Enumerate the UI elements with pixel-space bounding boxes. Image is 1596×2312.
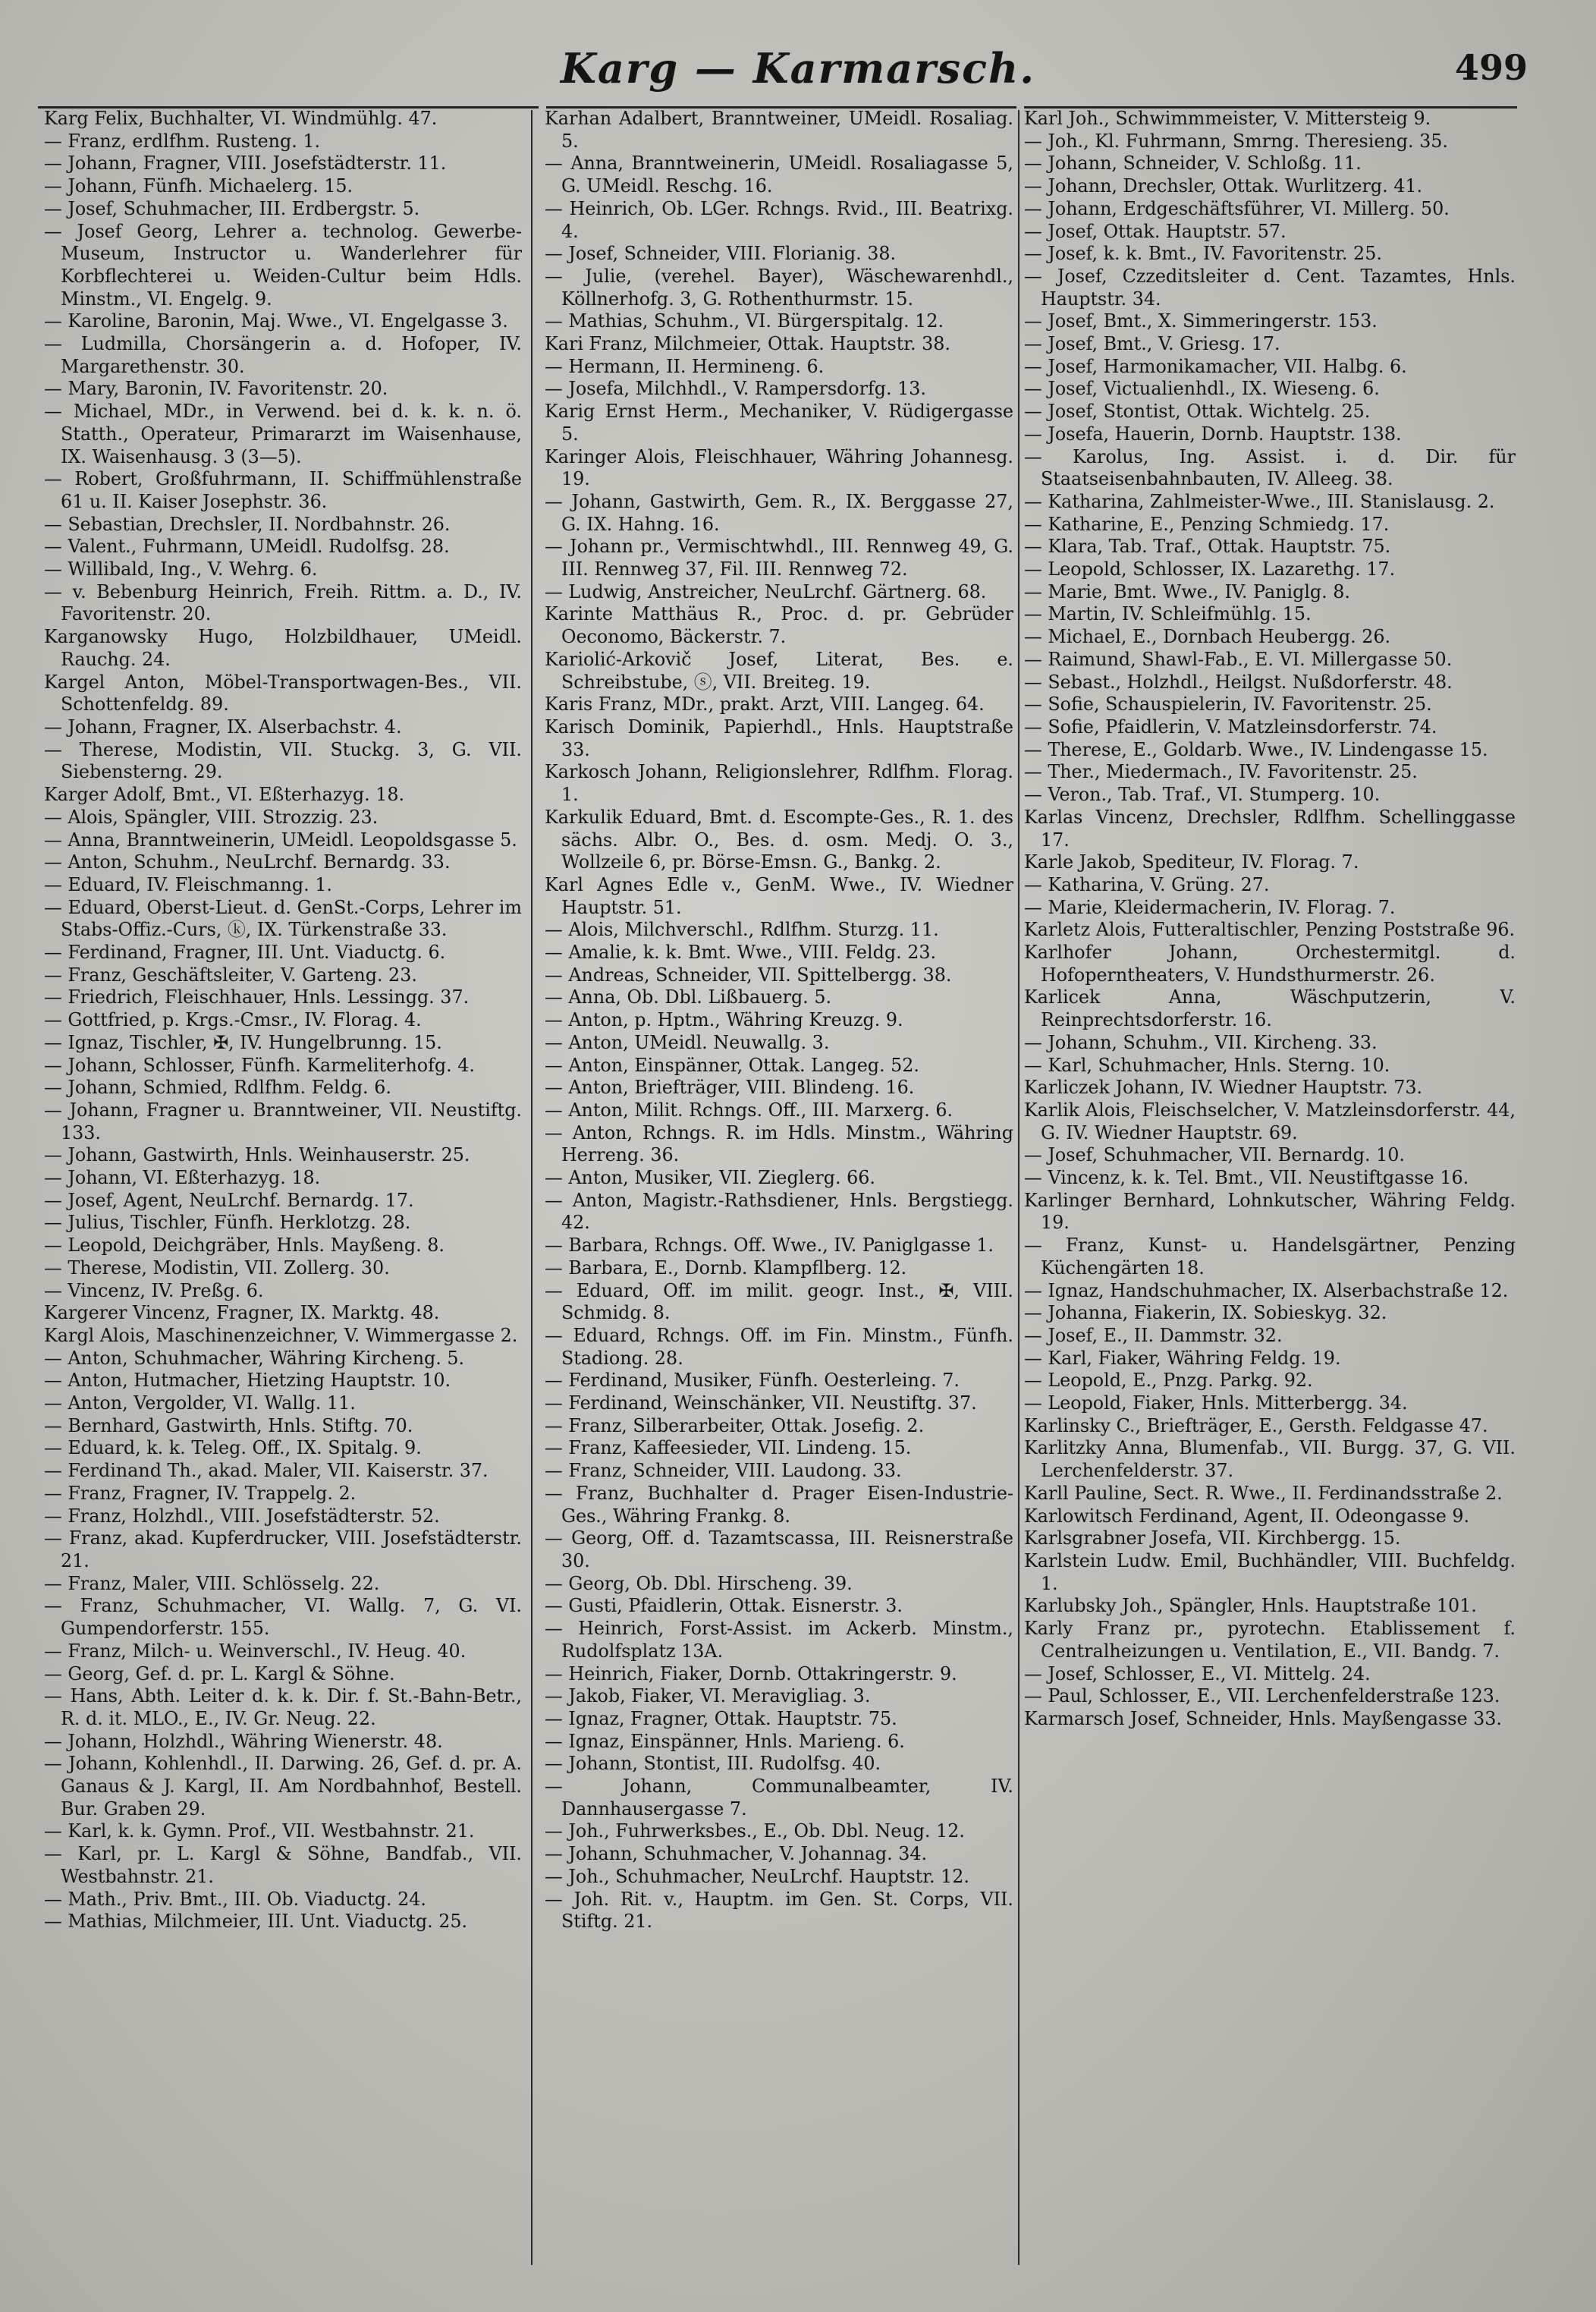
directory-entry: — Franz, Kunst- u. Handelsgärtner, Penzing Küchengärten 18.: [1024, 1235, 1516, 1279]
directory-entry: Karlinsky C., Briefträger, E., Gersth. Feldgasse 47.: [1024, 1414, 1488, 1436]
directory-entry: — Johann, Schneider, V. Schloßg. 11.: [1024, 153, 1362, 175]
directory-entry: — Therese, E., Goldarb. Wwe., IV. Lindengasse 15.: [1024, 738, 1488, 760]
directory-entry: — Eduard, Oberst-Lieut. d. GenSt.-Corps, Lehrer im Stabs-Offiz.-Curs, ⓚ, IX. Türkenstraße 33.: [44, 896, 522, 941]
directory-entry: — Therese, Modistin, VII. Stuckg. 3, G. VII. Siebensterng. 29.: [44, 738, 522, 783]
directory-entry: — Michael, E., Dornbach Heubergg. 26.: [1024, 626, 1391, 648]
page-header: [0, 30, 1596, 99]
directory-entry: — Johann, Schmied, Rdlfhm. Feldg. 6.: [44, 1077, 391, 1099]
directory-entry: — Johann, VI. Eßterhazyg. 18.: [44, 1167, 321, 1189]
directory-entry: — Anton, Briefträger, VIII. Blindeng. 16.: [545, 1077, 915, 1099]
directory-entry: — Anton, Schuhmacher, Währing Kircheng. 5.: [44, 1347, 465, 1369]
directory-entry: Kargerer Vincenz, Fragner, IX. Marktg. 48.: [44, 1302, 440, 1324]
directory-entry: Karinte Matthäus R., Proc. d. pr. Gebrüder Oeconomo, Bäckerstr. 7.: [545, 603, 1013, 648]
directory-entry: — Joh., Kl. Fuhrmann, Smrng. Theresieng. 35.: [1024, 130, 1448, 152]
directory-entry: — Willibald, Ing., V. Wehrg. 6.: [44, 558, 318, 580]
directory-entry: — Josef, Ottak. Hauptstr. 57.: [1024, 220, 1287, 242]
directory-entry: — Karl, Schuhmacher, Hnls. Sterng. 10.: [1024, 1054, 1390, 1076]
directory-entry: — Ignaz, Handschuhmacher, IX. Alserbachstraße 12.: [1024, 1279, 1509, 1301]
directory-entry: — Johann, Schuhmacher, V. Johannag. 34.: [545, 1843, 928, 1865]
directory-entry: — Alois, Milchverschl., Rdlfhm. Sturzg. 11.: [545, 919, 939, 941]
directory-entry: — Johann, Holzhdl., Währing Wienerstr. 48.: [44, 1730, 443, 1752]
directory-entry: — Barbara, Rchngs. Off. Wwe., IV. Paniglgasse 1.: [545, 1235, 994, 1257]
directory-entry: — Johann, Schlosser, Fünfh. Karmeliterhofg. 4.: [44, 1054, 475, 1076]
directory-entry: — Sebastian, Drechsler, II. Nordbahnstr. 26.: [44, 513, 451, 535]
directory-entry: — Ludmilla, Chorsängerin a. d. Hofoper, IV. Margarethenstr. 30.: [44, 333, 522, 377]
directory-entry: — Johann, Fragner, VIII. Josefstädterstr. 11.: [44, 153, 447, 175]
directory-entry: Karlas Vincenz, Drechsler, Rdlfhm. Schellinggasse 17.: [1024, 806, 1516, 851]
directory-entry: — Josef, Czzeditsleiter d. Cent. Tazamtes, Hnls. Hauptstr. 34.: [1024, 265, 1516, 310]
entries-column-3: [1024, 108, 1516, 2293]
directory-entry: Karl Joh., Schwimmmeister, V. Mittersteig 9.: [1024, 108, 1431, 129]
directory-entry: — Paul, Schlosser, E., VII. Lerchenfelderstraße 123.: [1024, 1685, 1500, 1707]
page-number: 499: [1454, 47, 1528, 88]
directory-entry: — Franz, akad. Kupferdrucker, VIII. Josefstädterstr. 21.: [44, 1527, 522, 1571]
directory-entry: Kargl Alois, Maschinenzeichner, V. Wimmergasse 2.: [44, 1324, 518, 1346]
directory-entry: — Anton, Schuhm., NeuLrchf. Bernardg. 33.: [44, 851, 451, 873]
directory-entry: — Johanna, Fiakerin, IX. Sobieskyg. 32.: [1024, 1302, 1387, 1324]
directory-entry: — Andreas, Schneider, VII. Spittelbergg. 38.: [545, 964, 952, 986]
directory-entry: — Anna, Branntweinerin, UMeidl. Leopoldsgasse 5.: [44, 829, 517, 851]
directory-entry: — Heinrich, Fiaker, Dornb. Ottakringerstr. 9.: [545, 1662, 957, 1684]
directory-entry: — Georg, Ob. Dbl. Hirscheng. 39.: [545, 1572, 853, 1594]
directory-entry: — Anna, Ob. Dbl. Lißbauerg. 5.: [545, 986, 832, 1008]
directory-entry: Kari Franz, Milchmeier, Ottak. Hauptstr. 38.: [545, 333, 950, 355]
entries-column-2: [545, 108, 1013, 2293]
directory-entry: Karliczek Johann, IV. Wiedner Hauptstr. 73.: [1024, 1077, 1423, 1099]
directory-entry: — Karoline, Baronin, Maj. Wwe., VI. Engelgasse 3.: [44, 310, 508, 332]
directory-entry: — Marie, Bmt. Wwe., IV. Paniglg. 8.: [1024, 580, 1350, 602]
directory-entry: — Hans, Abth. Leiter d. k. k. Dir. f. St.-Bahn-Betr., R. d. it. MLO., E., IV. Gr. Neug. 22.: [44, 1685, 522, 1729]
directory-entry: Karmarsch Josef, Schneider, Hnls. Mayßengasse 33.: [1024, 1707, 1503, 1729]
directory-entry: — Raimund, Shawl-Fab., E. VI. Millergasse 50.: [1024, 648, 1453, 670]
directory-entry: Karg Felix, Buchhalter, VI. Windmühlg. 47.: [44, 108, 438, 129]
directory-entry: — Anton, Hutmacher, Hietzing Hauptstr. 10.: [44, 1370, 451, 1392]
directory-entry: — Ignaz, Tischler, ✠, IV. Hungelbrunng. 15.: [44, 1031, 442, 1053]
directory-entry: — Johann, Kohlenhdl., II. Darwing. 26, Gef. d. pr. A. Ganaus & J. Kargl, II. Am Nordbahnhof, Bestell. Bur. Graben 29.: [44, 1753, 522, 1820]
directory-entry: — Josef, Schneider, VIII. Florianig. 38.: [545, 243, 897, 265]
directory-entry: — Franz, Kaffeesieder, VII. Lindeng. 15.: [545, 1437, 912, 1459]
directory-entry: Kargel Anton, Möbel-Transportwagen-Bes., VII. Schottenfeldg. 89.: [44, 671, 522, 716]
directory-entry: — Josef, Victualienhdl., IX. Wieseng. 6.: [1024, 378, 1380, 400]
directory-entry: — Eduard, IV. Fleischmanng. 1.: [44, 873, 332, 895]
directory-entry: — Anton, p. Hptm., Währing Kreuzg. 9.: [545, 1009, 903, 1031]
directory-entry: — Josef, Schuhmacher, III. Erdbergstr. 5.: [44, 197, 420, 219]
directory-entry: — Franz, Schneider, VIII. Laudong. 33.: [545, 1460, 902, 1482]
directory-entry: — Ignaz, Fragner, Ottak. Hauptstr. 75.: [545, 1707, 897, 1729]
directory-entry: — Ferdinand, Weinschänker, VII. Neustiftg. 37.: [545, 1392, 977, 1414]
directory-entry: — Ferdinand, Musiker, Fünfh. Oesterleing. 7.: [545, 1370, 960, 1392]
directory-entry: — Katharine, E., Penzing Schmiedg. 17.: [1024, 513, 1390, 535]
directory-entry: Karig Ernst Herm., Mechaniker, V. Rüdigergasse 5.: [545, 401, 1013, 445]
directory-entry: Karlik Alois, Fleischselcher, V. Matzleinsdorferstr. 44, G. IV. Wiedner Hauptstr. 69.: [1024, 1099, 1516, 1143]
directory-entry: — Vincenz, IV. Preßg. 6.: [44, 1279, 264, 1301]
directory-entry: — Franz, Geschäftsleiter, V. Garteng. 23.: [44, 964, 417, 986]
directory-entry: — Joh., Schuhmacher, NeuLrchf. Hauptstr. 12.: [545, 1865, 969, 1887]
directory-entry: — Leopold, Schlosser, IX. Lazarethg. 17.: [1024, 558, 1396, 580]
directory-entry: Karle Jakob, Spediteur, IV. Florag. 7.: [1024, 851, 1359, 873]
directory-entry: — Math., Priv. Bmt., III. Ob. Viaductg. 24.: [44, 1888, 426, 1910]
directory-entry: — Johann, Erdgeschäftsführer, VI. Millerg. 50.: [1024, 197, 1450, 219]
directory-entry: — Johann, Gastwirth, Hnls. Weinhauserstr. 25.: [44, 1144, 470, 1166]
directory-entry: — Anton, Einspänner, Ottak. Langeg. 52.: [545, 1054, 919, 1076]
directory-entry: — Franz, Buchhalter d. Prager Eisen-Industrie-Ges., Währing Frankg. 8.: [545, 1482, 1013, 1527]
directory-entry: Karganowsky Hugo, Holzbildhauer, UMeidl. Rauchg. 24.: [44, 626, 522, 670]
directory-entry: — Josef, Schlosser, E., VI. Mittelg. 24.: [1024, 1662, 1371, 1684]
directory-entry: — Johann, Communalbeamter, IV. Dannhausergasse 7.: [545, 1776, 1013, 1820]
directory-entry: — Gusti, Pfaidlerin, Ottak. Eisnerstr. 3.: [545, 1595, 903, 1617]
directory-entry: — Bernhard, Gastwirth, Hnls. Stiftg. 70.: [44, 1414, 413, 1436]
directory-entry: — Sofie, Pfaidlerin, V. Matzleinsdorferstr. 74.: [1024, 716, 1437, 738]
directory-entry: — Karolus, Ing. Assist. i. d. Dir. für Staatseisenbahnbauten, IV. Alleeg. 38.: [1024, 445, 1516, 490]
directory-entry: Karlhofer Johann, Orchestermitgl. d. Hofoperntheaters, V. Hundsthurmerstr. 26.: [1024, 942, 1516, 986]
directory-entry: Karkulik Eduard, Bmt. d. Escompte-Ges., R. 1. des sächs. Albr. O., Bes. d. osm. Medj. O. 3., Wollzeile 6, pr. Börse-Emsn. G., Bankg. 2.: [545, 806, 1013, 873]
directory-entry: — Johann, Stontist, III. Rudolfsg. 40.: [545, 1753, 881, 1775]
directory-entry: — Johann, Drechsler, Ottak. Wurlitzerg. 41.: [1024, 175, 1423, 197]
directory-entry: — Johann, Gastwirth, Gem. R., IX. Berggasse 27, G. IX. Hahng. 16.: [545, 490, 1013, 535]
directory-entry: — Mathias, Milchmeier, III. Unt. Viaductg. 25.: [44, 1911, 468, 1933]
directory-entry: — Georg, Off. d. Tazamtscassa, III. Reisnerstraße 30.: [545, 1527, 1013, 1571]
directory-entry: — Leopold, E., Pnzg. Parkg. 92.: [1024, 1370, 1313, 1392]
directory-entry: — Franz, erdlfhm. Rusteng. 1.: [44, 130, 321, 152]
directory-entry: — Anton, Vergolder, VI. Wallg. 11.: [44, 1392, 356, 1414]
directory-entry: — Josef, Bmt., X. Simmeringerstr. 153.: [1024, 310, 1378, 332]
directory-entry: Karlstein Ludw. Emil, Buchhändler, VIII. Buchfeldg. 1.: [1024, 1550, 1516, 1594]
directory-entry: Karlicek Anna, Wäschputzerin, V. Reinprechtsdorferstr. 16.: [1024, 986, 1516, 1031]
directory-entry: — Vincenz, k. k. Tel. Bmt., VII. Neustiftgasse 16.: [1024, 1167, 1469, 1189]
directory-entry: — Anton, Rchngs. R. im Hdls. Minstm., Währing Herreng. 36.: [545, 1121, 1013, 1166]
directory-entry: Karhan Adalbert, Branntweiner, UMeidl. Rosaliag. 5.: [545, 108, 1013, 152]
directory-entry: — Johann pr., Vermischtwhdl., III. Rennweg 49, G. III. Rennweg 37, Fil. III. Rennweg 72.: [545, 536, 1013, 580]
directory-entry: — Julius, Tischler, Fünfh. Herklotzg. 28.: [44, 1212, 411, 1234]
directory-entry: Karll Pauline, Sect. R. Wwe., II. Ferdinandsstraße 2.: [1024, 1482, 1503, 1504]
directory-entry: Karlowitsch Ferdinand, Agent, II. Odeongasse 9.: [1024, 1505, 1470, 1527]
directory-entry: — Georg, Gef. d. pr. L. Kargl & Söhne.: [44, 1662, 395, 1684]
directory-entry: — Josef Georg, Lehrer a. technolog. Gewerbe-Museum, Instructor u. Wanderlehrer für Korbflechterei u. Weiden-Cultur beim Hdls. Minstm., VI. Engelg. 9.: [44, 220, 522, 310]
directory-entry: — v. Bebenburg Heinrich, Freih. Rittm. a. D., IV. Favoritenstr. 20.: [44, 580, 522, 625]
directory-entry: — Johann, Fragner u. Branntweiner, VII. Neustiftg. 133.: [44, 1099, 522, 1143]
directory-entry: — Therese, Modistin, VII. Zollerg. 30.: [44, 1257, 390, 1279]
directory-entry: — Klara, Tab. Traf., Ottak. Hauptstr. 75.: [1024, 536, 1391, 558]
directory-entry: — Josef, Agent, NeuLrchf. Bernardg. 17.: [44, 1189, 414, 1211]
directory-entry: Karis Franz, MDr., prakt. Arzt, VIII. Langeg. 64.: [545, 694, 985, 716]
directory-entry: — Ferdinand Th., akad. Maler, VII. Kaiserstr. 37.: [44, 1460, 489, 1482]
directory-entry: — Mary, Baronin, IV. Favoritenstr. 20.: [44, 378, 388, 400]
directory-entry: — Ther., Miedermach., IV. Favoritenstr. 25.: [1024, 761, 1418, 783]
directory-entry: — Amalie, k. k. Bmt. Wwe., VIII. Feldg. 23.: [545, 942, 937, 964]
directory-entry: Kariolić-Arkovič Josef, Literat, Bes. e. Schreibstube, ⓢ, VII. Breiteg. 19.: [545, 648, 1013, 693]
directory-entry: — Josefa, Milchhdl., V. Rampersdorfg. 13.: [545, 378, 926, 400]
directory-entry: — Heinrich, Ob. LGer. Rchngs. Rvid., III. Beatrixg. 4.: [545, 197, 1013, 242]
directory-entry: — Joh. Rit. v., Hauptm. im Gen. St. Corps, VII. Stiftg. 21.: [545, 1888, 1013, 1933]
directory-entry: — Josef, Harmonikamacher, VII. Halbg. 6.: [1024, 355, 1407, 377]
directory-entry: — Sofie, Schauspielerin, IV. Favoritenstr. 25.: [1024, 694, 1432, 716]
directory-entry: — Ignaz, Einspänner, Hnls. Marieng. 6.: [545, 1730, 905, 1752]
directory-entry: — Josef, Stontist, Ottak. Wichtelg. 25.: [1024, 401, 1371, 423]
directory-entry: Karkosch Johann, Religionslehrer, Rdlfhm. Florag. 1.: [545, 761, 1013, 806]
column-divider: [531, 110, 533, 2265]
directory-entry: Karletz Alois, Futteraltischler, Penzing Poststraße 96.: [1024, 919, 1516, 941]
directory-entry: — Anna, Branntweinerin, UMeidl. Rosaliagasse 5, G. UMeidl. Reschg. 16.: [545, 153, 1013, 197]
directory-entry: — Karl, pr. L. Kargl & Söhne, Bandfab., VII. Westbahnstr. 21.: [44, 1843, 522, 1887]
directory-entry: Karlinger Bernhard, Lohnkutscher, Währing Feldg. 19.: [1024, 1189, 1516, 1234]
directory-entry: — Marie, Kleidermacherin, IV. Florag. 7.: [1024, 896, 1396, 918]
directory-entry: — Franz, Silberarbeiter, Ottak. Josefig. 2.: [545, 1414, 925, 1436]
directory-entry: — Eduard, Rchngs. Off. im Fin. Minstm., Fünfh. Stadiong. 28.: [545, 1324, 1013, 1369]
directory-entry: — Johann, Schuhm., VII. Kircheng. 33.: [1024, 1031, 1378, 1053]
directory-entry: — Franz, Milch- u. Weinverschl., IV. Heug. 40.: [44, 1640, 467, 1662]
directory-entry: — Ludwig, Anstreicher, NeuLrchf. Gärtnerg. 68.: [545, 580, 987, 602]
running-title: Karg — Karmarsch.: [560, 44, 1036, 93]
directory-entry: — Josef, Schuhmacher, VII. Bernardg. 10.: [1024, 1144, 1405, 1166]
directory-entry: — Johann, Fünfh. Michaelerg. 15.: [44, 175, 353, 197]
directory-entry: — Mathias, Schuhm., VI. Bürgerspitalg. 12.: [545, 310, 944, 332]
directory-entry: — Anton, Magistr.-Rathsdiener, Hnls. Bergstiegg. 42.: [545, 1189, 1013, 1234]
directory-entry: Karly Franz pr., pyrotechn. Etablissement f. Centralheizungen u. Ventilation, E., VII. Bandg. 7.: [1024, 1618, 1516, 1662]
directory-entry: — Jakob, Fiaker, VI. Meravigliag. 3.: [545, 1685, 871, 1707]
directory-entry: — Karl, k. k. Gymn. Prof., VII. Westbahnstr. 21.: [44, 1820, 475, 1842]
directory-entry: — Josef, E., II. Dammstr. 32.: [1024, 1324, 1283, 1346]
directory-entry: Karlsgrabner Josefa, VII. Kirchbergg. 15.: [1024, 1527, 1401, 1549]
directory-entry: — Franz, Fragner, IV. Trappelg. 2.: [44, 1482, 357, 1504]
directory-entry: — Josef, k. k. Bmt., IV. Favoritenstr. 25.: [1024, 243, 1382, 265]
directory-entry: Karl Agnes Edle v., GenM. Wwe., IV. Wiedner Hauptstr. 51.: [545, 873, 1013, 918]
directory-entry: — Veron., Tab. Traf., VI. Stumperg. 10.: [1024, 784, 1381, 806]
directory-entry: — Anton, UMeidl. Neuwallg. 3.: [545, 1031, 830, 1053]
directory-entry: — Anton, Musiker, VII. Zieglerg. 66.: [545, 1167, 875, 1189]
directory-entry: — Josefa, Hauerin, Dornb. Hauptstr. 138.: [1024, 423, 1402, 445]
column-divider: [1018, 110, 1019, 2265]
directory-entry: — Valent., Fuhrmann, UMeidl. Rudolfsg. 28.: [44, 536, 450, 558]
directory-entry: — Heinrich, Forst-Assist. im Ackerb. Minstm., Rudolfsplatz 13A.: [545, 1618, 1013, 1662]
directory-entry: — Michael, MDr., in Verwend. bei d. k. k. n. ö. Statth., Operateur, Primararzt im Waisenhause, IX. Waisenhausg. 3 (3—5).: [44, 401, 522, 467]
entries-column-1: [44, 108, 522, 2293]
directory-entry: — Johann, Fragner, IX. Alserbachstr. 4.: [44, 716, 402, 738]
directory-entry: — Joh., Fuhrwerksbes., E., Ob. Dbl. Neug. 12.: [545, 1820, 965, 1842]
directory-entry: Karger Adolf, Bmt., VI. Eßterhazyg. 18.: [44, 784, 405, 806]
directory-entry: — Ferdinand, Fragner, III. Unt. Viaductg. 6.: [44, 942, 446, 964]
directory-entry: — Katharina, Zahlmeister-Wwe., III. Stanislausg. 2.: [1024, 490, 1495, 512]
directory-entry: — Karl, Fiaker, Währing Feldg. 19.: [1024, 1347, 1341, 1369]
directory-entry: — Robert, Großfuhrmann, II. Schiffmühlenstraße 61 u. II. Kaiser Josephstr. 36.: [44, 468, 522, 512]
directory-entry: — Alois, Spängler, VIII. Strozzig. 23.: [44, 806, 379, 828]
directory-entry: — Franz, Maler, VIII. Schlösselg. 22.: [44, 1572, 380, 1594]
directory-entry: — Anton, Milit. Rchngs. Off., III. Marxerg. 6.: [545, 1099, 954, 1121]
directory-entry: — Barbara, E., Dornb. Klampflberg. 12.: [545, 1257, 907, 1279]
directory-entry: Karlubsky Joh., Spängler, Hnls. Hauptstraße 101.: [1024, 1595, 1477, 1617]
directory-entry: Karinger Alois, Fleischhauer, Währing Johannesg. 19.: [545, 445, 1013, 490]
directory-entry: — Friedrich, Fleischhauer, Hnls. Lessingg. 37.: [44, 986, 470, 1008]
directory-entry: — Franz, Holzhdl., VIII. Josefstädterstr. 52.: [44, 1505, 440, 1527]
directory-entry: — Leopold, Fiaker, Hnls. Mitterbergg. 34.: [1024, 1392, 1408, 1414]
directory-entry: — Franz, Schuhmacher, VI. Wallg. 7, G. VI. Gumpendorferstr. 155.: [44, 1595, 522, 1640]
directory-entry: — Leopold, Deichgräber, Hnls. Mayßeng. 8.: [44, 1235, 445, 1257]
directory-entry: — Sebast., Holzhdl., Heilgst. Nußdorferstr. 48.: [1024, 671, 1453, 693]
directory-entry: — Eduard, Off. im milit. geogr. Inst., ✠, VIII. Schmidg. 8.: [545, 1279, 1013, 1324]
directory-entry: — Josef, Bmt., V. Griesg. 17.: [1024, 333, 1280, 355]
directory-entry: — Eduard, k. k. Teleg. Off., IX. Spitalg. 9.: [44, 1437, 422, 1459]
directory-entry: — Julie, (verehel. Bayer), Wäschewarenhdl., Köllnerhofg. 3, G. Rothenthurmstr. 15.: [545, 265, 1013, 310]
directory-entry: — Martin, IV. Schleifmühlg. 15.: [1024, 603, 1312, 625]
directory-entry: Karisch Dominik, Papierhdl., Hnls. Hauptstraße 33.: [545, 716, 1013, 760]
directory-entry: Karlitzky Anna, Blumenfab., VII. Burgg. 37, G. VII. Lerchenfelderstr. 37.: [1024, 1437, 1516, 1482]
directory-entry: — Gottfried, p. Krgs.-Cmsr., IV. Florag. 4.: [44, 1009, 422, 1031]
directory-entry: — Katharina, V. Grüng. 27.: [1024, 873, 1270, 895]
directory-entry: — Hermann, II. Hermineng. 6.: [545, 355, 825, 377]
